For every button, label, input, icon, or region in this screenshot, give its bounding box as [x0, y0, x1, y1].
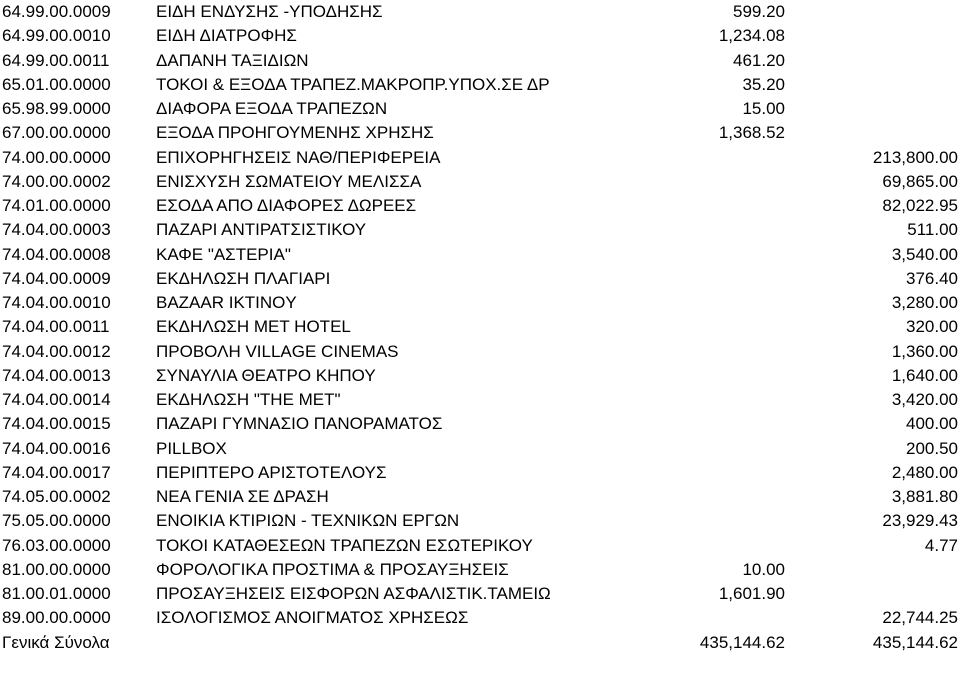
credit-amount: 3,881.80	[891, 487, 958, 506]
ledger-row	[0, 194, 960, 218]
account-description: ΝΕΑ ΓΕΝΙΑ ΣΕ ΔΡΑΣΗ	[156, 487, 329, 506]
account-code: 64.99.00.0011	[2, 50, 110, 70]
ledger-row	[0, 558, 960, 582]
account-description: ΙΣΟΛΟΓΙΣΜΟΣ ΑΝΟΙΓΜΑΤΟΣ ΧΡΗΣΕΩΣ	[156, 608, 469, 628]
credit-amount: 82,022.95	[882, 196, 958, 215]
credit-amount: 3,420.00	[891, 390, 958, 409]
account-code: 74.04.00.0013	[2, 365, 111, 385]
account-description: ΠΑΖΑΡΙ ΓΥΜΝΑΣΙΟ ΠΑΝΟΡΑΜΑΤΟΣ	[156, 414, 443, 434]
account-code: 74.04.00.0011	[2, 317, 110, 337]
account-description: ΕΚΔΗΛΩΣΗ MET HOTEL	[156, 317, 351, 337]
ledger-row	[0, 0, 960, 24]
account-code: 64.99.00.0010	[2, 26, 111, 46]
account-description: ΔΙΑΦΟΡΑ ΕΞΟΔΑ ΤΡΑΠΕΖΩΝ	[156, 99, 388, 118]
account-description: ΚΑΦΕ "ΑΣΤΕΡΙΑ"	[156, 244, 291, 264]
account-code: 81.00.01.0000	[2, 584, 111, 603]
account-description: ΔΑΠΑΝΗ ΤΑΞΙΔΙΩΝ	[156, 50, 309, 70]
account-code: 64.99.00.0009	[2, 2, 111, 21]
account-code: 74.00.00.0002	[2, 171, 111, 191]
account-description: ΕΣΟΔΑ ΑΠΟ ΔΙΑΦΟΡΕΣ ΔΩΡΕΕΣ	[156, 196, 417, 215]
ledger-row	[0, 582, 960, 606]
ledger-row	[0, 412, 960, 436]
ledger-row	[0, 291, 960, 315]
totals-row	[0, 631, 960, 655]
account-description: ΠΕΡΙΠΤΕΡΟ ΑΡΙΣΤΟΤΕΛΟΥΣ	[156, 462, 387, 482]
account-description: ΕΝΙΣΧΥΣΗ ΣΩΜΑΤΕΙΟΥ ΜΕΛΙΣΣΑ	[156, 171, 422, 191]
debit-amount: 35.20	[742, 74, 785, 94]
ledger-row	[0, 364, 960, 388]
ledger-row	[0, 97, 960, 121]
account-code: 67.00.00.0000	[2, 123, 111, 143]
ledger-row	[0, 534, 960, 558]
ledger-row	[0, 437, 960, 461]
account-code: 65.01.00.0000	[2, 74, 111, 94]
account-code: 74.04.00.0015	[2, 414, 111, 434]
account-description: ΤΟΚΟΙ ΚΑΤΑΘΕΣΕΩΝ ΤΡΑΠΕΖΩΝ ΕΣΩΤΕΡΙΚΟΥ	[156, 535, 533, 555]
credit-amount: 200.50	[906, 438, 958, 458]
account-code: 74.04.00.0009	[2, 268, 111, 288]
ledger-row	[0, 146, 960, 170]
account-description: ΣΥΝΑΥΛΙΑ ΘΕΑΤΡΟ ΚΗΠΟΥ	[156, 365, 376, 385]
totals-label: Γενικά Σύνολα	[2, 632, 110, 652]
credit-amount: 23,929.43	[882, 511, 958, 531]
credit-amount: 69,865.00	[882, 171, 958, 191]
debit-amount: 461.20	[733, 50, 785, 70]
credit-amount: 213,800.00	[872, 147, 958, 167]
credit-amount: 1,360.00	[891, 341, 958, 361]
account-code: 74.04.00.0016	[2, 438, 111, 458]
debit-amount: 10.00	[742, 559, 785, 579]
account-code: 65.98.99.0000	[2, 99, 111, 118]
account-description: ΠΡΟΒΟΛΗ VILLAGE CINEMAS	[156, 341, 399, 361]
credit-amount: 22,744.25	[882, 608, 958, 628]
account-code: 74.04.00.0008	[2, 244, 111, 264]
credit-amount: 320.00	[906, 317, 958, 337]
account-description: ΕΙΔΗ ΕΝΔΥΣΗΣ -ΥΠΟΔΗΣΗΣ	[156, 2, 383, 21]
account-description: ΕΠΙΧΟΡΗΓΗΣΕΙΣ ΝΑΘ/ΠΕΡΙΦΕΡΕΙΑ	[156, 147, 441, 167]
totals-debit: 435,144.62	[699, 632, 785, 652]
ledger-row	[0, 267, 960, 291]
credit-amount: 2,480.00	[891, 462, 958, 482]
ledger-row	[0, 388, 960, 412]
totals-credit: 435,144.62	[872, 632, 958, 652]
debit-amount: 1,368.52	[718, 123, 785, 143]
account-description: BAZAAR IKTINOY	[156, 293, 297, 312]
account-description: ΤΟΚΟΙ & ΕΞΟΔΑ ΤΡΑΠΕΖ.ΜΑΚΡΟΠΡ.ΥΠΟΧ.ΣΕ ΔΡ	[156, 74, 550, 94]
credit-amount: 400.00	[906, 414, 958, 434]
credit-amount: 376.40	[906, 268, 958, 288]
ledger-row	[0, 485, 960, 509]
account-code: 74.04.00.0014	[2, 390, 111, 409]
account-code: 75.05.00.0000	[2, 511, 111, 531]
account-description: ΕΙΔΗ ΔΙΑΤΡΟΦΗΣ	[156, 26, 297, 46]
credit-amount: 511.00	[907, 220, 958, 240]
ledger-row	[0, 461, 960, 485]
account-description: PILLBOX	[156, 438, 227, 458]
account-code: 76.03.00.0000	[2, 535, 111, 555]
ledger-row	[0, 315, 960, 339]
ledger-row	[0, 170, 960, 194]
account-description: ΦΟΡΟΛΟΓΙΚΑ ΠΡΟΣΤΙΜΑ & ΠΡΟΣΑΥΞΗΣΕΙΣ	[156, 559, 509, 579]
account-code: 74.04.00.0017	[2, 462, 111, 482]
account-description: ΕΚΔΗΛΩΣΗ "THE MET"	[156, 390, 341, 409]
account-code: 89.00.00.0000	[2, 608, 111, 628]
ledger-row	[0, 49, 960, 73]
account-description: ΠΡΟΣΑΥΞΗΣΕΙΣ ΕΙΣΦΟΡΩΝ ΑΣΦΑΛΙΣΤΙΚ.ΤΑΜΕΙΩ	[156, 584, 551, 603]
debit-amount: 15.00	[742, 99, 785, 118]
account-description: ΕΝΟΙΚΙΑ ΚΤΙΡΙΩΝ - ΤΕΧΝΙΚΩΝ ΕΡΓΩΝ	[156, 511, 460, 531]
account-code: 74.00.00.0000	[2, 147, 111, 167]
ledger-row	[0, 509, 960, 533]
ledger-row	[0, 340, 960, 364]
account-description: ΕΞΟΔΑ ΠΡΟΗΓΟΥΜΕΝΗΣ ΧΡΗΣΗΣ	[156, 123, 434, 143]
ledger-row	[0, 218, 960, 242]
account-code: 74.01.00.0000	[2, 196, 111, 215]
debit-amount: 1,234.08	[718, 26, 785, 46]
account-description: ΠΑΖΑΡΙ ΑΝΤΙΡΑΤΣΙΣΤΙΚΟΥ	[156, 220, 367, 240]
credit-amount: 3,540.00	[891, 244, 958, 264]
credit-amount: 1,640.00	[891, 365, 958, 385]
debit-amount: 1,601.90	[718, 584, 785, 603]
ledger-row	[0, 121, 960, 145]
ledger-row	[0, 24, 960, 48]
ledger-row	[0, 73, 960, 97]
ledger-row	[0, 606, 960, 630]
ledger-row	[0, 243, 960, 267]
account-code: 74.05.00.0002	[2, 487, 111, 506]
credit-amount: 3,280.00	[891, 293, 958, 312]
account-code: 74.04.00.0003	[2, 220, 111, 240]
account-code: 81.00.00.0000	[2, 559, 111, 579]
account-description: ΕΚΔΗΛΩΣΗ ΠΛΑΓΙΑΡΙ	[156, 268, 331, 288]
debit-amount: 599.20	[733, 2, 785, 21]
account-code: 74.04.00.0010	[2, 293, 111, 312]
account-code: 74.04.00.0012	[2, 341, 111, 361]
credit-amount: 4.77	[924, 535, 958, 555]
